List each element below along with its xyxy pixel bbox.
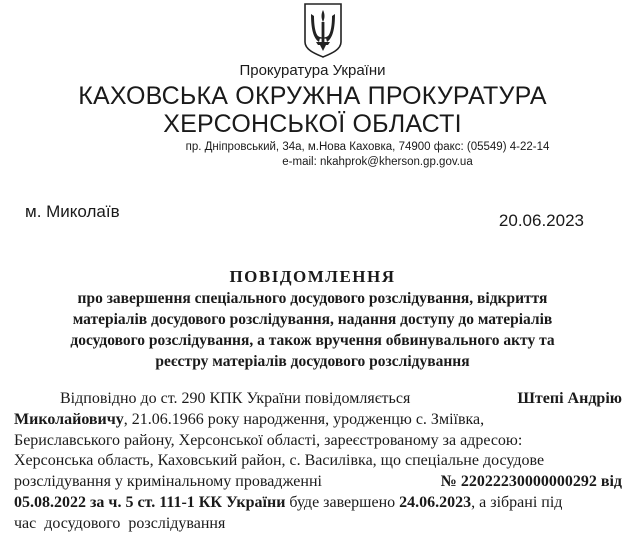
body-text: час досудового розслідування: [14, 514, 226, 532]
org-name-line-1: КАХОВСЬКА ОКРУЖНА ПРОКУРАТУРА: [78, 82, 547, 110]
notice-title: ПОВІДОМЛЕННЯ: [229, 267, 396, 286]
body-text: Херсонська область, Каховський район, с. Василівка, що спеціальне досудове: [14, 452, 545, 470]
body-text: , а зібрані під: [471, 493, 563, 511]
body-line: [14, 451, 622, 472]
body-text: розслідування у кримінальному провадженні: [14, 473, 322, 491]
body-line: [14, 389, 622, 410]
org-name-line-2: ХЕРСОНСЬКОЇ ОБЛАСТІ: [163, 110, 462, 138]
notice-body: [14, 389, 622, 535]
case-number: № 22022230000000292 від: [440, 473, 622, 491]
org-address: пр. Дніпровський, 34а, м.Нова Каховка, 74900 факс: (05549) 4-22-14: [185, 141, 550, 153]
body-text: Відповідно до ст. 290 КПК України повідомляється: [60, 390, 411, 407]
body-line: [14, 431, 622, 452]
subject-line: матеріалів досудового розслідування, надання доступу до матеріалів: [72, 311, 553, 328]
notice-subject: [20, 288, 605, 372]
document-city: м. Миколаїв: [25, 202, 120, 221]
body-text: буде завершено: [285, 493, 400, 511]
org-email: e-mail: nkahprok@kherson.gp.gov.ua: [282, 156, 473, 168]
subject-line: досудового розслідування, а також вручення обвинувального акту та: [70, 332, 555, 349]
case-article: 05.08.2022 за ч. 5 ст. 111-1 КК України: [14, 493, 286, 511]
completion-date: 24.06.2023: [399, 493, 472, 511]
document-date: 20.06.2023: [498, 211, 584, 230]
suspect-surname: Штепі Андрію: [517, 390, 622, 407]
prosecutor-office-label: Прокуратура України: [239, 62, 386, 79]
suspect-patronymic: Миколайовичу: [14, 410, 124, 428]
body-text: , 21.06.1966 року народження, уродженцю с. Зміївка,: [123, 410, 485, 428]
trident-emblem-icon: [302, 2, 344, 58]
subject-line: про завершення спеціального досудового розслідування, відкриття: [77, 290, 548, 307]
body-line: [14, 472, 622, 493]
body-line: [14, 493, 622, 514]
subject-line: реєстру матеріалів досудового розслідування: [155, 353, 470, 370]
body-text: Бериславського району, Херсонської області, зареєстрованому за адресою:: [14, 431, 523, 449]
body-line: [14, 410, 622, 431]
body-line: [14, 514, 622, 535]
